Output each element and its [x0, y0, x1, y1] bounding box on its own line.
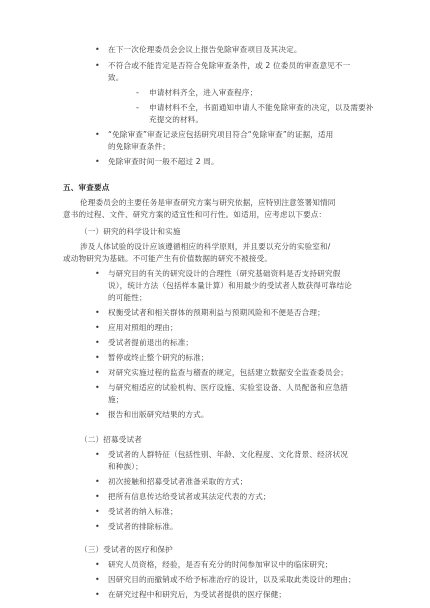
text-line: 在研究过程中和研究后，为受试者提供的医疗保健； [108, 590, 287, 599]
text-line: 暂停或终止整个研究的标准； [108, 353, 209, 362]
text-line: 受试者的排除标准。 [108, 522, 178, 531]
text-line: 与研究相适应的试验机构、医疗设施、实验室设备、人员配备和应急措 [108, 383, 349, 392]
text-line: 和种族）； [108, 462, 143, 471]
subsection-heading: （一）研究的科学设计和实施 [80, 227, 181, 236]
paragraph-line: 意书的过程、文件、研究方案的适宜性和可行性。如适用，应考虑以下要点： [63, 210, 327, 219]
bullet-marker: • [95, 130, 100, 139]
bullet-marker: • [95, 353, 100, 362]
text-line: 初次接触和招募受试者准备采取的方式； [108, 477, 248, 486]
text-line: 把所有信息传达给受试者或其法定代表的方式； [108, 492, 271, 501]
bullet-marker: • [95, 450, 100, 459]
paragraph-line: 或动物研究为基础。不可能产生有价值数据的研究不被接受。 [63, 254, 273, 263]
text-line: 因研究目的而撤销或不给予标准治疗的设计，以及采取此类设计的理由； [108, 575, 356, 584]
text-line: 致。 [108, 73, 124, 82]
text-line: 研究人员资格，经验，是否有充分的时间参加审议中的临床研究； [108, 560, 333, 569]
bullet-marker: • [95, 45, 100, 54]
text-line: 说），统计方法（包括样本量计算）和用最少的受试者人数获得可靠结论 [108, 281, 352, 290]
text-line: 权衡受试者和相关群体的预期利益与预期风险和不便是否合理； [108, 308, 325, 317]
text-line: 受试者的人群特征（包括性别、年龄、文化程度、文化背景、经济状况 [108, 450, 349, 459]
bullet-marker: • [95, 323, 100, 332]
text-line: 在下一次伦理委员会会议上报告免除审查项目及其决定。 [108, 45, 302, 54]
sub-bullet-marker: - [136, 103, 139, 112]
bullet-marker: • [95, 383, 100, 392]
bullet-marker: • [95, 368, 100, 377]
text-line: 施； [108, 395, 124, 404]
bullet-marker: • [95, 338, 100, 347]
sub-bullet-marker: - [136, 88, 139, 97]
text-line: “免除审查”审查记录应包括研究项目符合“免除审查”的证据，适用 [108, 130, 334, 139]
text-line: 受试者的纳入标准； [108, 507, 178, 516]
text-line: 应用对照组的理由； [108, 323, 178, 332]
bullet-marker: • [95, 157, 100, 166]
bullet-marker: • [95, 560, 100, 569]
text-line: 与研究目的有关的研究设计的合理性（研究基础资料是否支持研究假 [108, 269, 341, 278]
bullet-marker: • [95, 410, 100, 419]
section-heading: 五、审查要点 [63, 183, 110, 192]
bullet-marker: • [95, 61, 100, 70]
bullet-marker: • [95, 269, 100, 278]
paragraph-line: 涉及人体试验的设计应该遵循相应的科学原则，并且要以充分的实验室和/ [80, 242, 331, 251]
text-line: 受试者提前退出的标准； [108, 338, 194, 347]
text-line: 免除审查时间一般不超过 2 周。 [108, 157, 219, 166]
text-line: 不符合或不能肯定是否符合免除审查条件，或 2 位委员的审查意见不一 [108, 61, 351, 70]
text-line: 充提交的材料。 [149, 115, 204, 124]
text-line: 对研究实施过程的监查与稽查的规定，包括建立数据安全监查委员会； [108, 368, 349, 377]
text-line: 报告和出版研究结果的方式。 [108, 410, 209, 419]
bullet-marker: • [95, 575, 100, 584]
text-line: 申请材料不全，书面通知申请人不能免除审查的决定，以及需要补 [149, 103, 374, 112]
bullet-marker: • [95, 492, 100, 501]
subsection-heading: （二）招募受试者 [80, 435, 142, 444]
text-line: 的免除审查条件； [108, 142, 170, 151]
bullet-marker: • [95, 308, 100, 317]
subsection-heading: （三）受试者的医疗和保护 [80, 545, 173, 554]
text-line: 的可能性； [108, 293, 147, 302]
bullet-marker: • [95, 522, 100, 531]
text-line: 申请材料齐全，进入审查程序； [149, 88, 258, 97]
bullet-marker: • [95, 477, 100, 486]
paragraph-line: 伦理委员会的主要任务是审查研究方案与研究依据，应特别注意签署知情同 [80, 198, 336, 207]
bullet-marker: • [95, 507, 100, 516]
bullet-marker: • [95, 590, 100, 599]
